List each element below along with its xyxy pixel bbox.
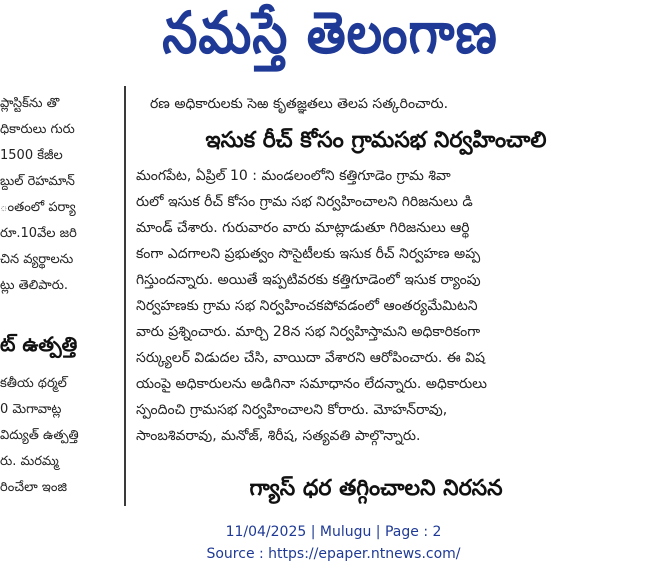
left-line: రు. మరమ్మ — [0, 454, 59, 469]
left-line: ప్లాస్టిక్‌ను తొ — [0, 96, 60, 111]
footer-source: Source : https://epaper.ntnews.com/ — [206, 546, 461, 562]
article-headline: ఇసుక రీచ్ కోసం గ్రామసభ నిర్వహించాలి — [205, 128, 547, 153]
left-line: విద్యుత్ ఉత్పత్తి — [0, 428, 79, 443]
article-body-line: సాంబశివరావు, మనోజ్, శిరీష, సత్యవతి పాల్గొన్నారు. — [136, 428, 421, 444]
article-body-line: గిస్తుందన్నారు. అయితే ఇప్పటివరకు కత్తిగూడెంలో ఇసుక ర్యాంపు — [136, 272, 481, 288]
left-line: రించేలా ఇంజి — [0, 480, 67, 495]
left-column-fragment — [0, 92, 122, 512]
left-line: కతీయ థర్మల్ — [0, 376, 67, 391]
footer-dateline: 11/04/2025 | Mulugu | Page : 2 — [225, 524, 442, 540]
article-body-line: రులో ఇసుక రీచ్ కోసం గ్రామ సభ నిర్వహించాలని గిరిజనులు డి — [136, 194, 473, 210]
left-line: బ్దుల్ రెహమాన్ — [0, 174, 75, 189]
left-line: ట్లు తెలిపారు. — [0, 278, 69, 293]
left-line: చిన వ్యర్థాలను — [0, 252, 74, 267]
column-divider — [124, 86, 126, 506]
article-body-line: స్పందించి గ్రామసభ నిర్వహించాలని కోరారు. మోహన్‌రావు, — [136, 402, 448, 418]
newspaper-masthead: నమస్తే తెలంగాణ — [162, 0, 498, 66]
article-body-line: నిర్వహణకు గ్రామ సభ నిర్వహించకపోవడంలో ఆంతర్యమేమిటని — [136, 298, 478, 314]
left-line: ంతంలో పర్యా — [0, 200, 76, 215]
left-line: ధికారులు గురు — [0, 122, 75, 137]
left-heading: ట్ ఉత్పత్తి — [0, 332, 78, 356]
previous-article-line: రణ అధికారులకు సెఱ కృతజ్ఞతలు తెలప సత్కరించారు. — [150, 96, 449, 112]
article-body-line: మాండ్ చేశారు. గురువారం వారు మాట్లాడుతూ గిరిజనులు ఆర్థి — [136, 220, 470, 236]
article-column — [136, 92, 616, 512]
next-article-headline: గ్యాస్ ధర తగ్గించాలని నిరసన — [249, 476, 503, 501]
article-body-line: కంగా ఎదగాలని ప్రభుత్వం సొసైటీలకు ఇసుక రీచ్ నిర్వహణ అప్ప — [136, 246, 481, 262]
article-body-line: వారు ప్రశ్నించారు. మార్చి 28న సభ నిర్వహిస్తామని అధికారికంగా — [136, 324, 481, 340]
article-body-line: మంగపేట, ఏప్రిల్ 10 : మండలంలోని కత్తిగూడెం గ్రామ శివా — [136, 168, 451, 184]
article-body-line: సర్క్యులర్ విడుదల చేసి, వాయిదా వేశారని ఆరోపించారు. ఈ విష — [136, 350, 486, 366]
left-line: రూ.10వేల జరి — [0, 226, 77, 241]
left-line: 0 మెగావాట్ల — [0, 402, 62, 417]
article-body-line: యంపై అధికారులను అడిగినా సమాధానం లేదన్నారు. అధికారులు — [136, 376, 487, 392]
left-line: 1500 కేజీల — [0, 148, 63, 163]
